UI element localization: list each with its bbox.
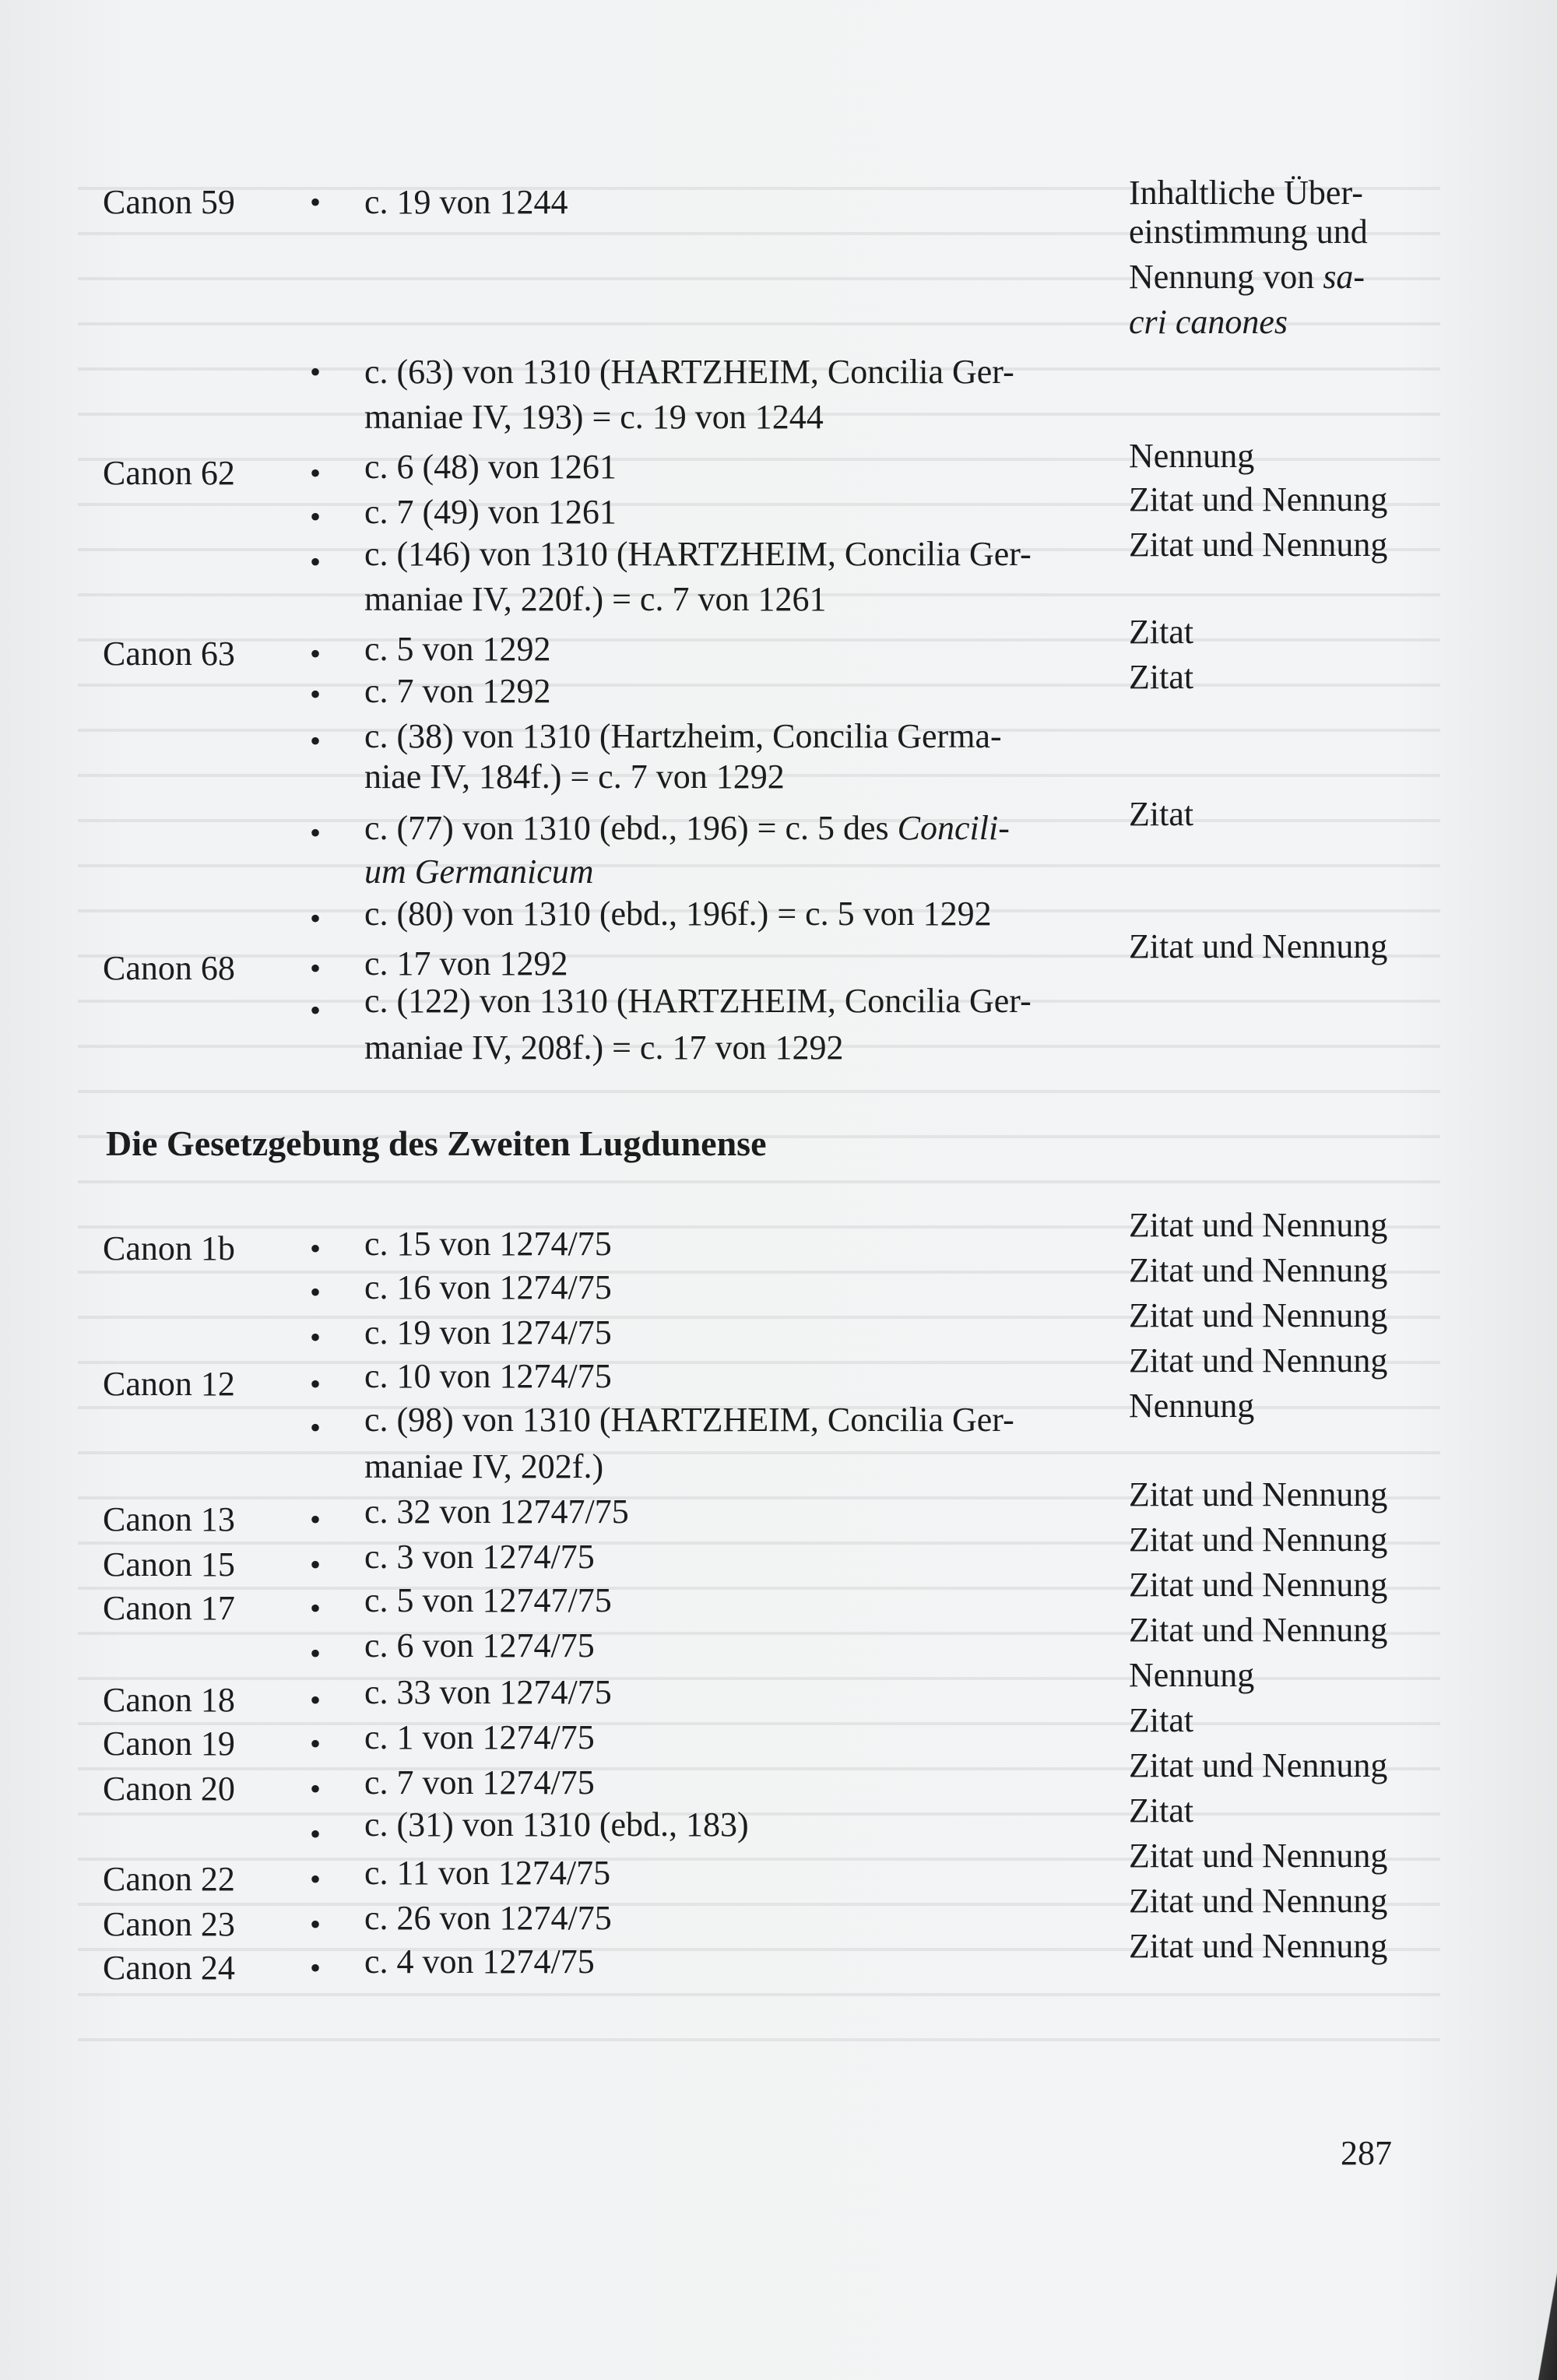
bullet: • — [310, 677, 322, 712]
canon-label: Canon 13 — [103, 1500, 235, 1538]
entry-text — [364, 850, 594, 894]
note: Zitat und Nennung — [1129, 927, 1388, 965]
entry-text: c. (80) von 1310 (ebd., 196f.) = c. 5 von 1292 — [364, 895, 992, 933]
note: Zitat und Nennung — [1129, 1296, 1388, 1334]
canon-label: Canon 19 — [103, 1724, 235, 1763]
note: einstimmung und — [1129, 213, 1368, 251]
note — [1129, 255, 1365, 299]
entry-text: c. 1 von 1274/75 — [364, 1718, 595, 1756]
canon-label: Canon 24 — [103, 1949, 235, 1987]
note: Zitat und Nennung — [1129, 1746, 1388, 1784]
entry-text: c. 11 von 1274/75 — [364, 1854, 611, 1892]
bullet: • — [310, 1636, 322, 1671]
note: Zitat und Nennung — [1129, 1520, 1388, 1559]
bullet: • — [310, 1726, 322, 1761]
entry-text: c. 26 von 1274/75 — [364, 1899, 612, 1937]
entry-text: c. 7 von 1274/75 — [364, 1763, 595, 1802]
bullet: • — [310, 815, 322, 850]
entry-text: c. (98) von 1310 (HARTZHEIM, Concilia Ger- — [364, 1401, 1014, 1439]
entry-text: c. 3 von 1274/75 — [364, 1538, 595, 1576]
canon-label: Canon 1b — [103, 1229, 235, 1267]
bullet: • — [310, 1682, 322, 1717]
bullet: • — [310, 1366, 322, 1401]
note-roman: Nennung von — [1129, 258, 1323, 296]
entry-text: c. 6 von 1274/75 — [364, 1626, 595, 1665]
entry-text: niae IV, 184f.) = c. 7 von 1292 — [364, 758, 785, 796]
note: Zitat — [1129, 613, 1194, 651]
entry-text: maniae IV, 202f.) — [364, 1447, 604, 1485]
bullet: • — [310, 1950, 322, 1985]
note: Nennung — [1129, 437, 1255, 475]
bullet: • — [310, 636, 322, 671]
note: Zitat und Nennung — [1129, 1837, 1388, 1875]
note: Zitat und Nennung — [1129, 480, 1388, 519]
entry-text: c. (38) von 1310 (Hartzheim, Concilia Germa- — [364, 717, 1002, 755]
entry-text: c. (31) von 1310 (ebd., 183) — [364, 1805, 749, 1844]
entry-text: c. 16 von 1274/75 — [364, 1268, 612, 1306]
note: Nennung — [1129, 1387, 1255, 1425]
canon-label: Canon 59 — [103, 183, 235, 221]
canon-label: Canon 12 — [103, 1365, 235, 1403]
bullet: • — [310, 1231, 322, 1266]
entry-text: c. 5 von 1292 — [364, 630, 551, 668]
note: Zitat und Nennung — [1129, 1927, 1388, 1965]
entry-text: c. 10 von 1274/75 — [364, 1357, 612, 1395]
bullet: • — [310, 354, 322, 389]
bullet: • — [310, 993, 322, 1028]
note: Zitat und Nennung — [1129, 1611, 1388, 1649]
note: Zitat — [1129, 1701, 1194, 1739]
bullet: • — [310, 185, 322, 220]
entry-text: maniae IV, 208f.) = c. 17 von 1292 — [364, 1028, 844, 1067]
canon-label: Canon 63 — [103, 635, 235, 673]
canon-label: Canon 22 — [103, 1860, 235, 1898]
entry-text: maniae IV, 220f.) = c. 7 von 1261 — [364, 580, 827, 618]
canon-label: Canon 15 — [103, 1545, 235, 1584]
bullet: • — [310, 1816, 322, 1851]
bullet: • — [310, 544, 322, 579]
canon-label: Canon 17 — [103, 1589, 235, 1627]
bullet: • — [310, 499, 322, 534]
note: Nennung — [1129, 1656, 1255, 1694]
entry-text-italic: um Germanicum — [364, 853, 594, 891]
entry-text: c. 4 von 1274/75 — [364, 1942, 595, 1981]
bullet: • — [310, 901, 322, 936]
bullet: • — [310, 1907, 322, 1942]
bullet: • — [310, 1274, 322, 1310]
bullet: • — [310, 1410, 322, 1445]
entry-text — [364, 807, 1010, 850]
entry-text: c. 6 (48) von 1261 — [364, 448, 617, 486]
note — [1129, 301, 1288, 344]
canon-label: Canon 20 — [103, 1770, 235, 1808]
note-italic: cri canones — [1129, 303, 1288, 341]
entry-text-italic: Concili- — [897, 809, 1010, 847]
page-edge-shadow — [1534, 2240, 1557, 2380]
entry-text: c. 19 von 1274/75 — [364, 1313, 612, 1352]
entry-text-roman: c. (77) von 1310 (ebd., 196) = c. 5 des — [364, 809, 898, 847]
entry-text: c. 33 von 1274/75 — [364, 1673, 612, 1711]
note: Zitat und Nennung — [1129, 526, 1388, 564]
canon-label: Canon 68 — [103, 949, 235, 987]
entry-text: c. 7 (49) von 1261 — [364, 493, 617, 531]
entry-text: c. 15 von 1274/75 — [364, 1225, 612, 1263]
bullet: • — [310, 1591, 322, 1626]
note: Zitat und Nennung — [1129, 1475, 1388, 1513]
entry-text: c. (146) von 1310 (HARTZHEIM, Concilia Ger- — [364, 535, 1032, 573]
entry-text: c. 17 von 1292 — [364, 944, 568, 983]
bullet: • — [310, 455, 322, 490]
entry-text: c. 32 von 12747/75 — [364, 1492, 629, 1531]
note: Zitat und Nennung — [1129, 1251, 1388, 1289]
note: Zitat und Nennung — [1129, 1882, 1388, 1920]
page-number: 287 — [1341, 2134, 1392, 2172]
entry-text: c. (63) von 1310 (HARTZHEIM, Concilia Ger- — [364, 353, 1014, 391]
section-heading: Die Gesetzgebung des Zweiten Lugdunense — [106, 1123, 767, 1163]
entry-text: c. 5 von 12747/75 — [364, 1581, 612, 1619]
note: Zitat und Nennung — [1129, 1566, 1388, 1604]
canon-label: Canon 23 — [103, 1905, 235, 1943]
entry-text: c. (122) von 1310 (HARTZHEIM, Concilia Ger- — [364, 982, 1032, 1020]
entry-text: c. 19 von 1244 — [364, 183, 568, 221]
canon-label: Canon 62 — [103, 454, 235, 492]
note: Zitat — [1129, 1791, 1194, 1830]
note: Zitat — [1129, 658, 1194, 696]
bullet: • — [310, 723, 322, 758]
note: Zitat — [1129, 795, 1194, 833]
canon-label: Canon 18 — [103, 1681, 235, 1719]
entry-text: maniae IV, 193) = c. 19 von 1244 — [364, 398, 824, 436]
note: Inhaltliche Über- — [1129, 174, 1363, 212]
note-italic: sa- — [1323, 258, 1365, 296]
entry-text: c. 7 von 1292 — [364, 672, 551, 710]
bullet: • — [310, 951, 322, 986]
bullet: • — [310, 1771, 322, 1806]
note: Zitat und Nennung — [1129, 1206, 1388, 1244]
note: Zitat und Nennung — [1129, 1341, 1388, 1380]
bullet: • — [310, 1502, 322, 1537]
bullet: • — [310, 1861, 322, 1897]
bullet: • — [310, 1320, 322, 1355]
bullet: • — [310, 1547, 322, 1582]
